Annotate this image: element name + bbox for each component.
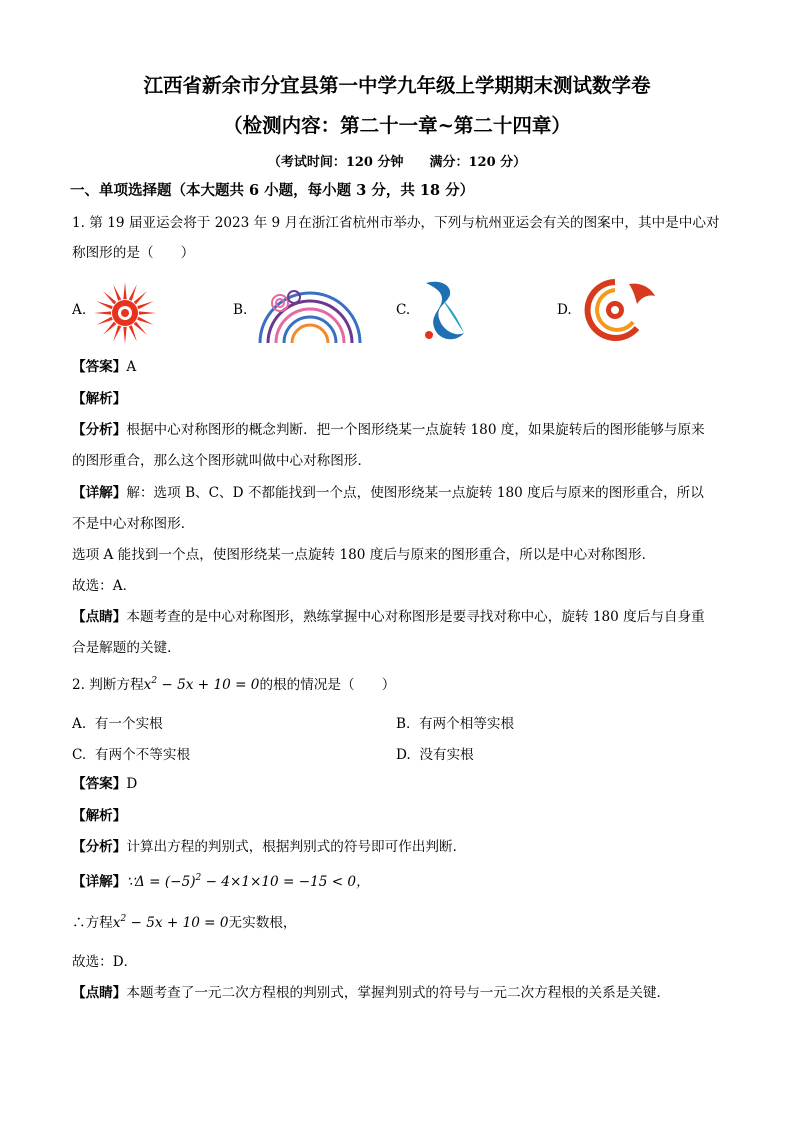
answer-tag: 【答案】 — [72, 359, 127, 375]
q2-conclusion — [72, 913, 297, 933]
q1-option-c-label: C. — [396, 302, 411, 318]
dianjing-text: 本题考查的是中心对称图形，熟练掌握中心对称图形是要寻找对称中心，旋转 180 度后与自身重 — [126, 609, 705, 625]
section-heading: 一、单项选择题（本大题共 6 小题，每小题 3 分，共 18 分） — [70, 182, 475, 199]
sun-ray — [139, 311, 156, 314]
q1-xiangjie-line3: 选项 A 能找到一个点，使图形绕某一点旋转 180 度后与原来的图形重合，所以是中心对称图形． — [72, 547, 656, 563]
sun-ray — [134, 322, 147, 335]
sun-ray — [103, 291, 116, 304]
option-letter: C. — [72, 747, 87, 763]
option-text: 有两个不等实根 — [94, 747, 191, 763]
sun-ray — [96, 301, 112, 309]
q1-answer — [72, 357, 136, 377]
eq-var: x — [143, 677, 152, 693]
sun-ray — [123, 282, 126, 299]
q2-equation-repeat — [113, 915, 229, 931]
sun-ray — [123, 327, 126, 344]
option-text: 没有实根 — [419, 747, 474, 763]
q1-stem-line1: 1. 第 19 届亚运会将于 2023 年 9 月在浙江省杭州市举办，下列与杭州亚运会有关的图案中，其中是中心对 — [72, 215, 720, 231]
q1-xiangjie-line4: 故选：A． — [72, 578, 137, 594]
sun-ray — [134, 291, 147, 304]
sun-ray — [113, 284, 121, 300]
q2-stem — [72, 675, 395, 695]
page-title: 江西省新余市分宜县第一中学九年级上学期期末测试数学卷 — [143, 74, 651, 97]
eq-rest: − 5x + 10 = 0 — [126, 915, 229, 931]
q2-xiangjie — [72, 872, 370, 892]
sun-ray — [94, 311, 111, 314]
answer-value: A — [126, 359, 137, 375]
formula-part-a: ∵Δ = (−5) — [126, 874, 196, 890]
sun-ray — [129, 284, 137, 300]
xiangjie-tag: 【详解】 — [72, 874, 127, 890]
q1-fenxi-line2: 的图形重合，那么这个图形就叫做中心对称图形． — [72, 453, 372, 469]
eq-var: x — [112, 915, 121, 931]
q2-equation — [144, 677, 260, 693]
fenxi-text: 根据中心对称图形的概念判断．把一个图形绕某一点旋转 180 度，如果旋转后的图形能够与原来 — [126, 422, 705, 438]
q2-option-d — [396, 743, 474, 763]
eq-exp: 2 — [120, 914, 127, 924]
q1-stem-line2: 称图形的是（ ） — [72, 245, 195, 261]
fenxi-text: 计算出方程的判别式，根据判别式的符号即可作出判断． — [126, 839, 467, 855]
q1-dianjing-line1 — [72, 607, 705, 627]
sun-ray — [137, 301, 153, 309]
fenxi-tag: 【分析】 — [72, 422, 127, 438]
dianjing-text: 本题考查了一元二次方程根的判别式，掌握判别式的符号与一元二次方程根的关系是关键． — [126, 985, 671, 1001]
sun-ray — [113, 325, 121, 341]
q2-choose: 故选：D． — [72, 954, 138, 970]
q1-option-b-label: B. — [233, 302, 248, 318]
q1-analysis-tag: 【解析】 — [72, 391, 127, 407]
q1-fenxi-line1 — [72, 420, 705, 440]
q2-option-c — [72, 743, 190, 763]
eq-rest: − 5x + 10 = 0 — [157, 677, 260, 693]
option-text: 有一个实根 — [94, 716, 163, 732]
q2-option-a — [72, 712, 163, 732]
q1-xiangjie-line1 — [72, 483, 704, 503]
wave-emblem-icon — [412, 275, 482, 347]
dianjing-tag: 【点睛】 — [72, 985, 127, 1001]
conclusion-prefix: ∴方程 — [72, 915, 113, 931]
q1-dianjing-line2: 合是解题的关键． — [72, 640, 181, 656]
conclusion-suffix: 无实数根， — [228, 915, 297, 931]
sun-ray — [137, 317, 153, 325]
q2-stem-suffix: 的根的情况是（ ） — [259, 677, 396, 693]
sun-emblem-icon — [92, 280, 158, 346]
formula-exp: 2 — [195, 873, 202, 883]
fenxi-tag: 【分析】 — [72, 839, 127, 855]
page-subtitle: （检测内容：第二十一章~第二十四章） — [223, 114, 571, 137]
option-letter: B. — [396, 716, 411, 732]
q2-stem-prefix: 2. 判断方程 — [72, 677, 144, 693]
answer-tag: 【答案】 — [72, 776, 127, 792]
xiangjie-text: 解：选项 B、C、D 不都能找到一个点，使图形绕某一点旋转 180 度后与原来的图形重合，所以 — [126, 485, 704, 501]
option-text: 有两个相等实根 — [418, 716, 515, 732]
q2-analysis-tag: 【解析】 — [72, 808, 127, 824]
discriminant-formula — [126, 874, 369, 890]
sun-ray — [103, 322, 116, 335]
q2-answer — [72, 774, 137, 794]
answer-value: D — [126, 776, 138, 792]
q1-xiangjie-line2: 不是中心对称图形． — [72, 516, 195, 532]
eq-exp: 2 — [151, 676, 158, 686]
q1-option-d-label: D. — [557, 302, 572, 318]
option-letter: A. — [72, 716, 87, 732]
dianjing-tag: 【点睛】 — [72, 609, 127, 625]
fan-emblem-icon — [250, 285, 370, 345]
q2-option-b — [396, 712, 514, 732]
q2-dianjing — [72, 983, 670, 1003]
q1-option-a-label: A. — [72, 302, 87, 318]
formula-part-b: − 4×1×10 = −15 < 0， — [201, 874, 370, 890]
q2-fenxi — [72, 837, 466, 857]
sun-ray — [96, 317, 112, 325]
option-letter: D. — [396, 747, 411, 763]
dragon-emblem-icon — [575, 276, 660, 344]
sun-ray — [129, 325, 137, 341]
exam-info: （考试时间：120 分钟 满分：120 分） — [267, 155, 527, 170]
xiangjie-tag: 【详解】 — [72, 485, 127, 501]
